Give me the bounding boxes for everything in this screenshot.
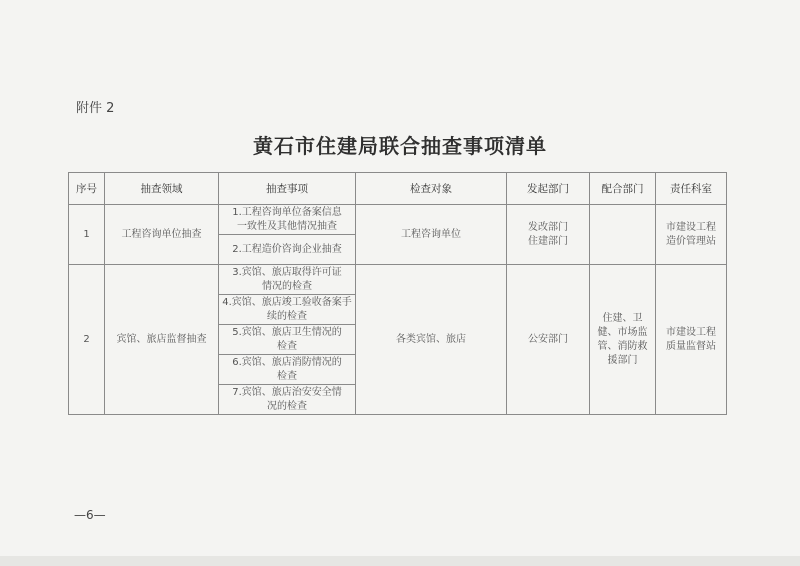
inspection-item: 5.宾馆、旅店卫生情况的 检查 (219, 325, 356, 355)
scan-edge (0, 556, 800, 566)
table-row (69, 265, 727, 295)
header-cooperator: 配合部门 (590, 173, 656, 205)
header-field: 抽查领域 (105, 173, 219, 205)
page-number: —6— (74, 508, 106, 522)
inspection-table (68, 172, 727, 415)
inspection-item: 7.宾馆、旅店治安安全情 况的检查 (219, 385, 356, 415)
row-cooperator: 住建、卫 健、市场监 管、消防救 援部门 (590, 265, 656, 415)
row-office: 市建设工程 造价管理站 (656, 205, 727, 265)
attachment-label: 附件 2 (76, 101, 115, 116)
row-field: 工程咨询单位抽查 (105, 205, 219, 265)
table-header-row (69, 173, 727, 205)
row-target: 各类宾馆、旅店 (356, 265, 507, 415)
row-target: 工程咨询单位 (356, 205, 507, 265)
inspection-item: 6.宾馆、旅店消防情况的 检查 (219, 355, 356, 385)
inspection-item: 3.宾馆、旅店取得许可证 情况的检查 (219, 265, 356, 295)
row-field: 宾馆、旅店监督抽查 (105, 265, 219, 415)
header-target: 检查对象 (356, 173, 507, 205)
row-initiator: 公安部门 (507, 265, 590, 415)
inspection-item: 4.宾馆、旅店竣工验收备案手 续的检查 (219, 295, 356, 325)
header-office: 责任科室 (656, 173, 727, 205)
inspection-item: 2.工程造价咨询企业抽查 (219, 235, 356, 265)
page-title: 黄石市住建局联合抽查事项清单 (253, 134, 547, 158)
row-no: 2 (69, 265, 105, 415)
header-no: 序号 (69, 173, 105, 205)
row-office: 市建设工程 质量监督站 (656, 265, 727, 415)
table-row (69, 205, 727, 235)
header-items: 抽查事项 (219, 173, 356, 205)
row-cooperator (590, 205, 656, 265)
row-initiator: 发改部门 住建部门 (507, 205, 590, 265)
row-no: 1 (69, 205, 105, 265)
inspection-item: 1.工程咨询单位备案信息 一致性及其他情况抽查 (219, 205, 356, 235)
header-initiator: 发起部门 (507, 173, 590, 205)
